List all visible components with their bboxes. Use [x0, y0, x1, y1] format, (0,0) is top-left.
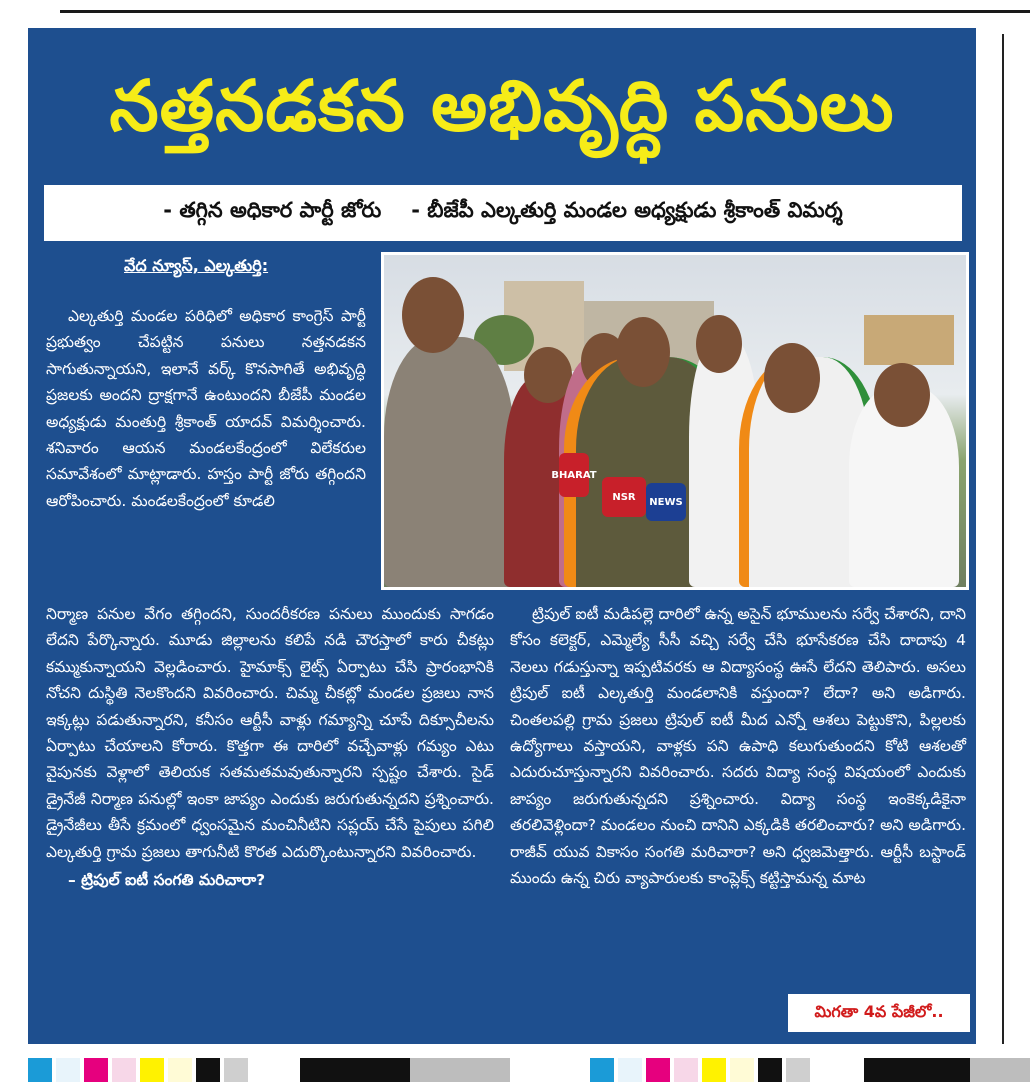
color-swatch — [618, 1058, 642, 1082]
person — [384, 337, 514, 587]
color-swatch — [970, 1058, 1030, 1082]
paragraph: ఎల్కతుర్తి మండల పరిధిలో అధికార కాంగ్రెస్ పార్టీ ప్రభుత్వం చేపట్టిన పనులు నత్తనడకన సాగుతున్నాయని, ఇలానే వర్క్ కొనసాగితే అభివృద్ధి ప్రజలకు అందని ద్రాక్షగానే ఉంటుందని బీజేపీ మండల అధ్యక్షుడు మంతుర్తి శ్రీకాంత్ యాదవ్ విమర్శించారు. శనివారం ఆయన మండలకేంద్రంలో విలేకరుల సమావేశంలో మాట్లాడారు. హస్తం పార్టీ జోరు తగ్గిందని ఆరోపించారు. మండలకేంద్రంలో కూడలి — [46, 307, 366, 510]
color-swatch — [674, 1058, 698, 1082]
color-swatch — [410, 1058, 510, 1082]
head — [874, 363, 930, 427]
head — [696, 315, 742, 373]
headline: నత్తనడకన అభివృద్ధి పనులు — [109, 65, 895, 147]
subheadline-1: - తగ్గిన అధికార పార్టీ జోరు — [163, 198, 382, 222]
color-swatch — [590, 1058, 614, 1082]
section-subhead: – ట్రిపుల్ ఐటీ సంగతి మరిచారా? — [68, 871, 266, 890]
microphone: NEWS — [646, 483, 686, 521]
color-swatch — [864, 1058, 970, 1082]
color-swatch — [112, 1058, 136, 1082]
paragraph: నిర్మాణ పనుల వేగం తగ్గిందని, సుందరీకరణ పనులు ముందుకు సాగడం లేదని పేర్కొన్నారు. మూడు జిల్లాలను కలిపే నడి చౌరస్తాలో కారు చీకట్లు కమ్ముకున్నాయని వెల్లడించారు. హైమాక్స్ లైట్స్ ఏర్పాటు చేసి ప్రారంభానికి నోచని దుస్థితి నెలకొందని వివరించారు. చిమ్మ చీకట్లో మండల ప్రజలు నాన ఇక్కట్లు పడుతున్నారని, కనీసం ఆర్టీసీ వాళ్లు గమ్యాన్ని చూపే దిక్సూచీలను ఏర్పాటు చేయాలని కోరారు. కొత్తగా ఈ దారిలో వచ్చేవాళ్లు గమ్యం ఎటు వైపునకు వెళ్లాలో తెలియక సతమతమవుతున్నారని స్పష్టం చేశారు. సైడ్ డ్రైనేజీ నిర్మాణ పనుల్లో ఇంకా జాప్యం ఎందుకు జరుగుతున్నదని ప్రశ్నించారు. డ్రైనేజీలు తీసే క్రమంలో ధ్వంసమైన మంచినీటిని సప్లయ్ చేసే పైపులు పగిలి ఎల్కతుర్తి గ్రామ ప్రజలు తాగునీటి కొరత ఎదుర్కొంటున్నారని వివరించారు. — [46, 605, 494, 861]
microphone: BHARAT — [559, 453, 589, 497]
left-column-bottom — [46, 601, 494, 893]
paragraph: ట్రిపుల్ ఐటీ మడిపల్లె దారిలో ఉన్న అసైన్ భూములను సర్వే చేశారని, దాని కోసం కలెక్టర్, ఎమ్మెల్యే సీసీ వచ్చి సర్వే చేసి భూసేకరణ చేసి దాదాపు 4 నెలలు గడుస్తున్నా ఇప్పటివరకు ఆ విద్యాసంస్థ ఊసే లేదని తెలిపారు. అసలు ట్రిపుల్ ఐటీ ఎల్కతుర్తి మండలానికి వస్తుందా? లేదా? అని అడిగారు. చింతలపల్లి గ్రామ ప్రజలు ట్రిపుల్ ఐటీ మీద ఎన్నో ఆశలు పెట్టుకొని, పిల్లలకు ఉద్యోగాలు వస్తాయని, వాళ్లకు పని ఉపాధి కలుగుతుందని కోటి ఆశలతో ఎదురుచూస్తున్నారని వివరించారు. సదరు విద్యా సంస్థ విషయంలో ఎందుకు జాప్యం జరుగుతున్నదని ప్రశ్నించారు. విద్యా సంస్థ ఇంకెక్కడికైనా తరలివెళ్లిందా? మండలం నుంచి దానిని ఎక్కడికి తరలించారు? అని అడిగారు. రాజీవ్ యువ వికాసం సంగతి మరిచారా? అని ధ్వజమెత్తారు. ఆర్టీసీ బస్టాండ్ ముందు ఉన్న చిరు వ్యాపారులకు కాంప్లెక్స్ కట్టిస్తామన్న మాట — [510, 605, 966, 888]
head — [402, 277, 464, 353]
color-swatch — [786, 1058, 810, 1082]
color-swatch — [84, 1058, 108, 1082]
article-panel — [28, 28, 976, 1044]
color-swatch — [56, 1058, 80, 1082]
color-swatch — [758, 1058, 782, 1082]
color-swatch — [140, 1058, 164, 1082]
continued-notice: మిగతా 4వ పేజీలో.. — [788, 994, 970, 1032]
head — [616, 317, 670, 387]
head — [764, 343, 820, 413]
top-rule — [60, 10, 1030, 13]
right-column — [510, 601, 966, 891]
color-swatch — [168, 1058, 192, 1082]
subheadline-bar — [44, 185, 962, 241]
color-swatch — [646, 1058, 670, 1082]
byline: వేద న్యూస్, ఎల్కతుర్తి: — [124, 256, 269, 275]
left-column-top — [46, 303, 366, 514]
subheadline-2: - బీజేపీ ఎల్కతుర్తి మండల అధ్యక్షుడు శ్రీకాంత్ విమర్శ — [411, 198, 843, 222]
color-swatch — [702, 1058, 726, 1082]
color-swatch — [196, 1058, 220, 1082]
building — [864, 315, 954, 365]
microphone: NSR — [602, 477, 646, 517]
color-swatch — [300, 1058, 410, 1082]
color-swatch — [730, 1058, 754, 1082]
color-swatch — [28, 1058, 52, 1082]
color-swatch — [224, 1058, 248, 1082]
news-photo — [381, 252, 969, 590]
column-rule — [1002, 34, 1004, 1044]
